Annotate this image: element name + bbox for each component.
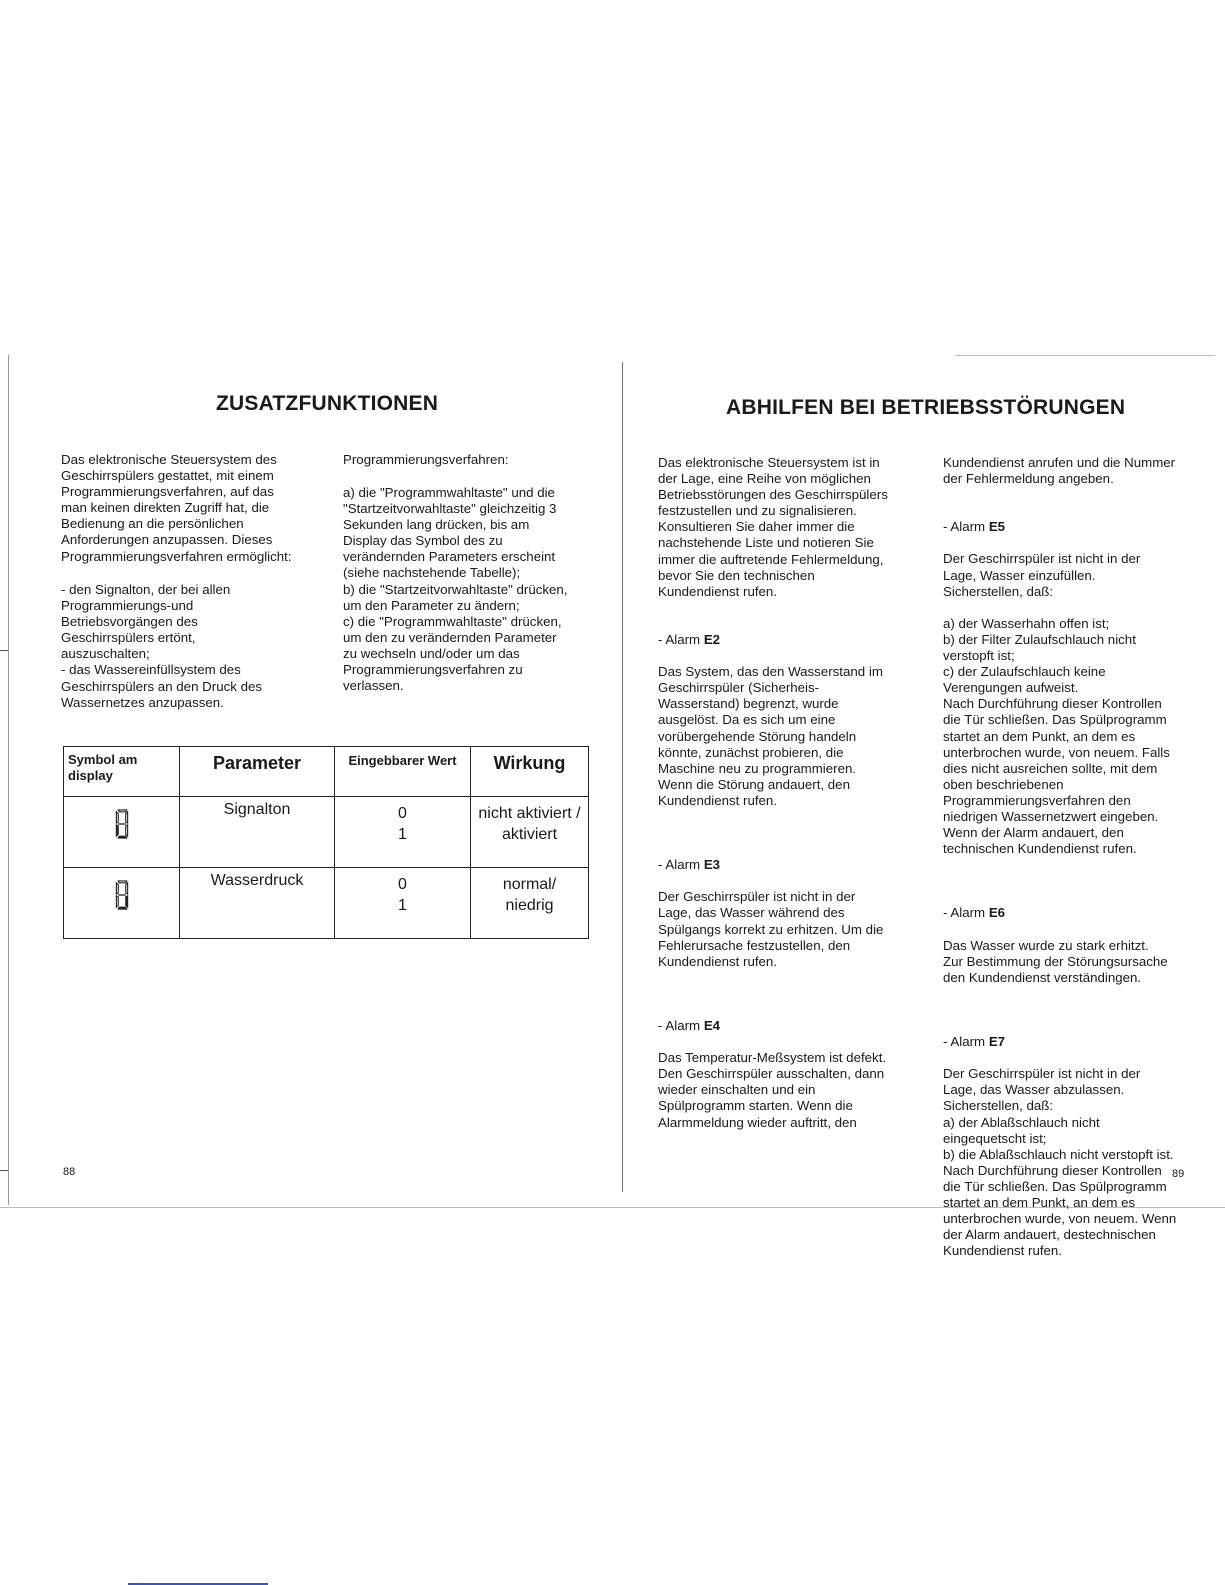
right-intro-paragraph: Das elektronische Steuersystem ist in der Lage, eine Reihe von möglichen Betriebsstörungen des Geschirrspülers festzustellen und zu signalisieren. Konsultieren Sie daher immer die nachstehende Liste und notieren Sie immer die auftretende Fehlermeldung, bevor Sie den technischen Kundendienst rufen.	[658, 455, 888, 599]
header-symbol: Symbol am display	[64, 747, 180, 797]
left-bullet-list: - den Signalton, der bei allen Programmierungs-und Betriebsvorgängen des Geschirrspülers ertönt, auszuschalten; - das Wassereinfüllsystem des Geschirrspülers an den Druck des Wassernetzes anzupassen.	[61, 582, 263, 710]
alarm-text: Das Temperatur-Meßsystem ist defekt. Den Geschirrspüler ausschalten, dann wieder einschalten und ein Spülprogramm starten. Wenn die Alarmmeldung wieder auftritt, den	[658, 1050, 887, 1130]
top-right-edge-line	[955, 355, 1215, 356]
left-margin-line	[8, 355, 9, 1205]
effect-cell: nicht aktiviert / aktiviert	[471, 797, 589, 868]
alarm-heading	[943, 905, 1205, 921]
alarm-code: E6	[988, 905, 1006, 921]
alarm-prefix: - Alarm	[943, 1034, 989, 1050]
alarm-heading	[658, 1018, 928, 1034]
alarm-text: Der Geschirrspüler ist nicht in der Lage, Wasser einzufüllen. Sicherstellen, daß: a) der Wasserhahn offen ist; b) der Filter Zulaufschlauch nicht verstopft ist; c) der Zulaufschlauch keine Verengungen aufweist. Nach Durchführung dieser Kontrollen die Tür schließen. Das Spülprogramm startet an dem Punkt, an dem es unterbrochen wurde, von neuem. Falls dies nicht ausreichen sollte, mit dem oben beschriebenen Programmierungsverfahren den niedrigen Wassernetzwert eingeben. Wenn der Alarm andauert, den technischen Kundendienst rufen.	[943, 551, 1170, 857]
parameter-cell: Wasserdruck	[180, 868, 335, 939]
right-page-number: 89	[1172, 1168, 1185, 1180]
alarm-code: E5	[988, 519, 1006, 535]
table-header-row	[64, 747, 589, 797]
alarm-code: E2	[703, 631, 721, 647]
alarm-e3	[658, 841, 928, 986]
parameter-table	[63, 746, 589, 939]
alarm-e2	[658, 616, 928, 825]
bottom-left-tick-mark	[0, 1170, 8, 1171]
bottom-blue-link-line	[128, 1583, 268, 1585]
alarm-code: E3	[703, 857, 721, 873]
alarm-e7	[943, 1018, 1205, 1276]
parameter-cell: Signalton	[180, 797, 335, 868]
right-page-title: ABHILFEN BEI BETRIEBSSTÖRUNGEN	[726, 396, 1126, 419]
alarm-e4	[658, 1002, 928, 1147]
alarm-heading	[943, 519, 1205, 535]
table-row	[64, 797, 589, 868]
header-parameter: Parameter	[180, 747, 335, 797]
effect-cell: normal/ niedrig	[471, 868, 589, 939]
left-tick-mark	[0, 650, 8, 651]
center-fold-line	[622, 362, 623, 1192]
symbol-cell	[64, 797, 180, 868]
right-column-2	[943, 455, 1205, 1292]
symbol-cell	[64, 868, 180, 939]
alarm-code: E7	[988, 1034, 1006, 1050]
procedure-steps: a) die "Programmwahltaste" und die "Startzeitvorwahltaste" gleichzeitig 3 Sekunden lang drücken, bis am Display das Symbol des zu verändernden Parameters erscheint (siehe nachstehende Tabelle); b) die "Startzeitvorwahltaste" drücken, um den Parameter zu ändern; c) die "Programmwahltaste" drücken, um den zu verändernden Parameter zu wechseln und/oder um das Programmierungsverfahren zu verlassen.	[343, 485, 568, 694]
alarm-text: Der Geschirrspüler ist nicht in der Lage, das Wasser abzulassen. Sicherstellen, daß: a) der Ablaßschlauch nicht eingequetscht ist; b) die Ablaßschlauch nicht verstopft ist. Nach Durchführung dieser Kontrollen die Tür schließen. Das Spülprogramm startet an dem Punkt, an dem es unterbrochen wurde, von neuem. Wenn der Alarm andauert, destechnischen Kundendienst rufen.	[943, 1066, 1177, 1259]
alarm-text: Der Geschirrspüler ist nicht in der Lage, das Wasser während des Spülgangs korrekt zu erhitzen. Um die Fehlerursache festzustellen, den Kundendienst rufen.	[658, 889, 884, 969]
alarm-e5	[943, 503, 1205, 873]
alarm-code: E4	[703, 1018, 721, 1033]
value-cell: 0 1	[335, 797, 471, 868]
alarm-prefix: - Alarm	[658, 631, 704, 647]
alarm-heading	[658, 857, 928, 873]
left-page-title: ZUSATZFUNKTIONEN	[216, 392, 439, 415]
right-column-1	[658, 455, 928, 1163]
value-cell: 0 1	[335, 868, 471, 939]
alarm-e6	[943, 889, 1205, 1002]
seven-segment-display-icon	[115, 809, 129, 839]
alarm-prefix: - Alarm	[943, 519, 989, 535]
alarm-text: Das Wasser wurde zu stark erhitzt. Zur Bestimmung der Störungsursache den Kundendienst verständingen.	[943, 937, 1168, 985]
continuation-text: Kundendienst anrufen und die Nummer der Fehlermeldung angeben.	[943, 455, 1176, 487]
alarm-prefix: - Alarm	[658, 857, 704, 873]
left-intro-paragraph: Das elektronische Steuersystem des Geschirrspülers gestattet, mit einem Programmierungsverfahren, auf das man keinen direkten Zugriff hat, die Bedienung an die persönlichen Anforderungen anzupassen. Dieses Programmierungsverfahren ermöglicht:	[61, 452, 292, 564]
seven-segment-display-icon	[115, 880, 129, 910]
alarm-prefix: - Alarm	[658, 1018, 704, 1033]
alarm-prefix: - Alarm	[943, 905, 989, 921]
alarm-text: Das System, das den Wasserstand im Geschirrspüler (Sicherheis- Wasserstand) begrenzt, wurde ausgelöst. Da es sich um eine vorübergehende Störung handeln könnte, zunächst probieren, die Maschine neu zu programmieren. Wenn die Störung andauert, den Kundendienst rufen.	[658, 664, 883, 808]
header-value: Eingebbarer Wert	[335, 747, 471, 797]
alarm-heading	[658, 632, 928, 648]
header-effect: Wirkung	[471, 747, 589, 797]
left-page-number: 88	[63, 1166, 76, 1178]
alarm-heading	[943, 1034, 1205, 1050]
procedure-label: Programmierungsverfahren:	[343, 452, 509, 467]
table-row	[64, 868, 589, 939]
